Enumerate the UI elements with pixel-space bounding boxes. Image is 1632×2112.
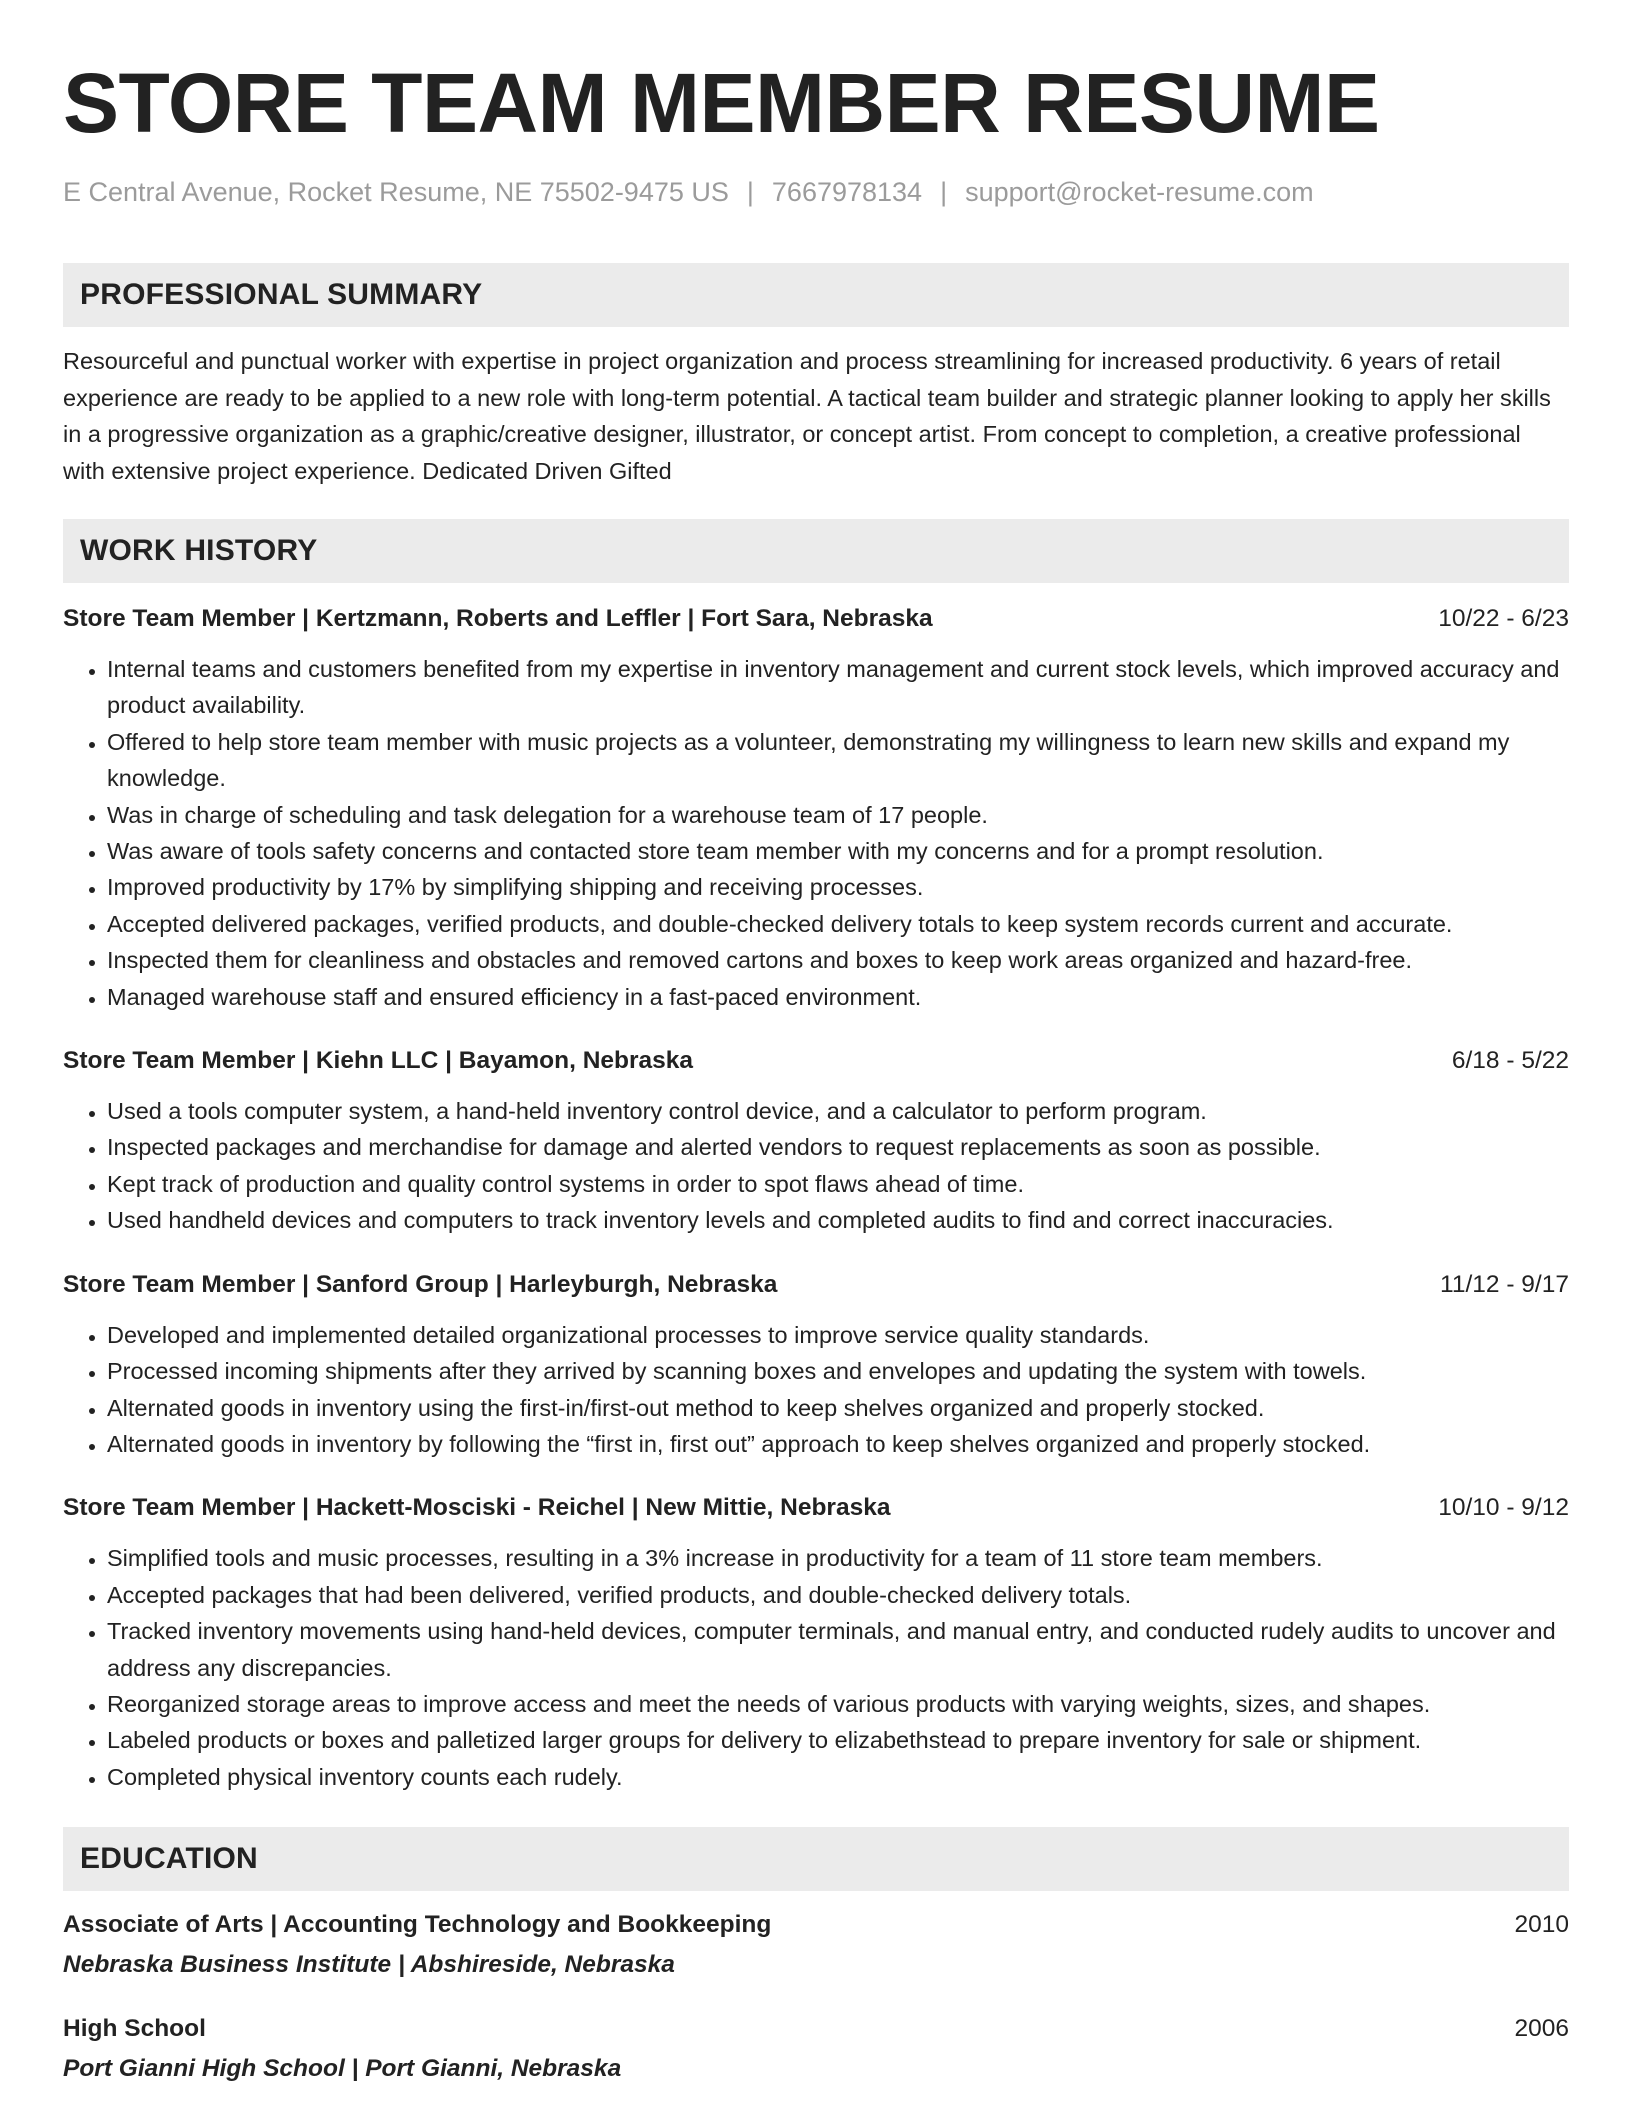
education-year: 2006 [1514,2015,1569,2043]
job-bullets [63,651,1569,1015]
job-bullet: • Inspected them for cleanliness and obstacles and removed cartons and boxes to keep work areas organized and hazard-free. [107,942,1569,978]
job-bullet: • Was in charge of scheduling and task delegation for a warehouse team of 17 people. [107,797,1569,833]
job-bullet: • Improved productivity by 17% by simplifying shipping and receiving processes. [107,869,1569,905]
job-bullets [63,1540,1569,1795]
job-bullet: • Tracked inventory movements using hand-held devices, computer terminals, and manual entry, and conducted rudely audits to uncover and address any discrepancies. [107,1613,1569,1686]
education-entry [63,2011,1569,2087]
job-dates: 11/12 - 9/17 [1440,1270,1569,1298]
job-bullet: • Internal teams and customers benefited from my expertise in inventory management and current stock levels, which improved accuracy and product availability. [107,651,1569,724]
contact-email: support@rocket-resume.com [965,177,1314,207]
summary-text: Resourceful and punctual worker with expertise in project organization and process streamlining for increased productivity. 6 years of retail experience are ready to be applied to a new role with long-term potential. A tactical team builder and strategic planner looking to apply her skills in a progressive organization as a graphic/creative designer, illustrator, or concept artist. From concept to completion, a creative professional with extensive project experience. Dedicated Driven Gifted [63,348,1551,484]
job-bullet: • Alternated goods in inventory by following the “first in, first out” approach to keep shelves organized and properly stocked. [107,1426,1569,1462]
job-bullet: • Labeled products or boxes and palletized larger groups for delivery to elizabethstead to prepare inventory for sale or shipment. [107,1722,1569,1758]
job-header [63,1043,1569,1079]
job-bullet: • Simplified tools and music processes, resulting in a 3% increase in productivity for a team of 11 store team members. [107,1540,1569,1576]
job-bullet: • Was aware of tools safety concerns and contacted store team member with my concerns and for a prompt resolution. [107,833,1569,869]
job-bullet: • Accepted packages that had been delivered, verified products, and double-checked delivery totals. [107,1577,1569,1613]
job-title: Store Team Member | Kertzmann, Roberts and Leffler | Fort Sara, Nebraska [63,605,933,632]
job-header [63,1490,1569,1526]
job-bullet: • Developed and implemented detailed organizational processes to improve service quality standards. [107,1317,1569,1353]
job-bullet: • Alternated goods in inventory using the first-in/first-out method to keep shelves organized and properly stocked. [107,1390,1569,1426]
job-bullet: • Processed incoming shipments after they arrived by scanning boxes and envelopes and updating the system with towels. [107,1353,1569,1389]
education-header [63,2011,1569,2047]
job-bullet: • Reorganized storage areas to improve access and meet the needs of various products with varying weights, sizes, and shapes. [107,1686,1569,1722]
contact-separator: | [746,177,754,207]
job-bullet: • Managed warehouse staff and ensured efficiency in a fast-paced environment. [107,979,1569,1015]
job-bullet: • Kept track of production and quality control systems in order to spot flaws ahead of time. [107,1166,1569,1202]
job-title: Store Team Member | Kiehn LLC | Bayamon, Nebraska [63,1047,694,1075]
contact-address: E Central Avenue, Rocket Resume, NE 75502-9475 US [63,177,729,207]
job-bullets [63,1093,1569,1239]
job-title: Store Team Member | Sanford Group | Harleyburgh, Nebraska [63,1270,778,1298]
education-entry [63,1907,1569,1983]
section-header-summary: PROFESSIONAL SUMMARY [63,263,1569,327]
job-bullet: • Used handheld devices and computers to track inventory levels and completed audits to find and correct inaccuracies. [107,1202,1569,1238]
education-degree: Associate of Arts | Accounting Technology and Bookkeeping [63,1911,772,1939]
job-entry [63,1267,1569,1463]
education-degree: High School [63,2015,206,2043]
job-header [63,601,1569,637]
job-bullet: • Offered to help store team member with music projects as a volunteer, demonstrating my willingness to learn new skills and expand my knowledge. [107,724,1569,797]
contact-line [63,176,1569,208]
section-header-education: EDUCATION [63,1827,1569,1891]
education-school: Nebraska Business Institute | Abshireside, Nebraska [63,1951,675,1979]
job-dates: 6/18 - 5/22 [1451,1047,1569,1075]
job-bullet: • Inspected packages and merchandise for damage and alerted vendors to request replacements as soon as possible. [107,1129,1569,1165]
education-school: Port Gianni High School | Port Gianni, Nebraska [63,2055,622,2083]
job-header [63,1267,1569,1303]
education-list [63,1907,1569,2087]
job-dates: 10/10 - 9/12 [1438,1494,1569,1522]
job-bullet: • Used a tools computer system, a hand-held inventory control device, and a calculator to perform program. [107,1093,1569,1129]
section-header-work-history: WORK HISTORY [63,519,1569,583]
education-header [63,1907,1569,1943]
resume-title: STORE TEAM MEMBER RESUME [63,56,1380,150]
contact-separator: | [940,177,948,207]
contact-phone: 7667978134 [771,177,923,207]
job-entry [63,1490,1569,1795]
job-bullet: • Completed physical inventory counts each rudely. [107,1759,1569,1795]
job-entry [63,1043,1569,1239]
education-year: 2010 [1514,1911,1569,1939]
job-bullets [63,1317,1569,1463]
job-bullet: • Accepted delivered packages, verified products, and double-checked delivery totals to keep system records current and accurate. [107,906,1569,942]
job-dates: 10/22 - 6/23 [1438,605,1569,632]
work-history-list [63,601,1569,1795]
job-entry [63,601,1569,1015]
job-title: Store Team Member | Hackett-Mosciski - Reichel | New Mittie, Nebraska [63,1494,891,1522]
